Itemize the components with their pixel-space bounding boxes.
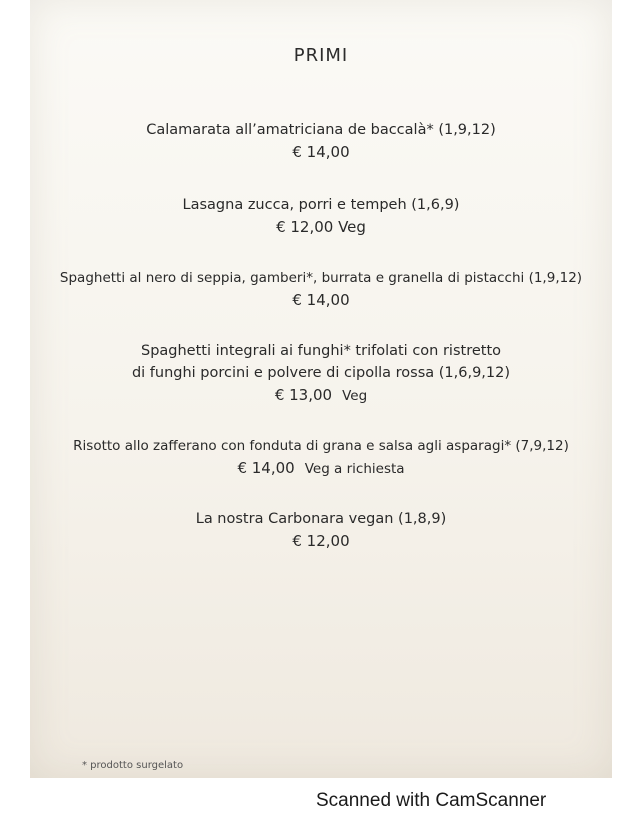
dish-price: € 12,00: [292, 532, 350, 550]
dish-description: Spaghetti al nero di seppia, gamberi*, burrata e granella di pistacchi (1,9,12): [59, 270, 583, 286]
dish-price: € 14,00: [237, 459, 295, 477]
menu-item: [30, 267, 612, 311]
dish-diet-note: Veg: [342, 388, 368, 404]
dish-description: Spaghetti integrali ai funghi* trifolati con ristretto: [140, 343, 501, 359]
menu-item: [30, 119, 612, 163]
menu-page: [30, 0, 612, 778]
dish-price: € 12,00 Veg: [276, 218, 366, 236]
dish-price: € 14,00: [292, 291, 350, 309]
dish-price: € 14,00: [292, 143, 350, 161]
menu-item: [30, 340, 612, 407]
menu-item: [30, 508, 612, 552]
dish-description: di funghi porcini e polvere di cipolla rossa (1,6,9,12): [131, 365, 511, 381]
dish-description: Calamarata all’amatriciana de baccalà* (1,9,12): [146, 122, 496, 138]
menu-item: [30, 435, 612, 480]
menu-section-title: PRIMI: [293, 45, 349, 66]
dish-price: € 13,00: [274, 386, 333, 404]
dish-description: La nostra Carbonara vegan (1,8,9): [195, 511, 447, 527]
dish-description: Risotto allo zafferano con fonduta di grana e salsa agli asparagi* (7,9,12): [73, 438, 569, 454]
dish-diet-note: Veg a richiesta: [304, 461, 405, 477]
dish-description: Lasagna zucca, porri e tempeh (1,6,9): [182, 197, 460, 213]
menu-item: [30, 194, 612, 238]
scanner-watermark: Scanned with CamScanner: [316, 790, 547, 811]
footnote: * prodotto surgelato: [82, 760, 184, 771]
